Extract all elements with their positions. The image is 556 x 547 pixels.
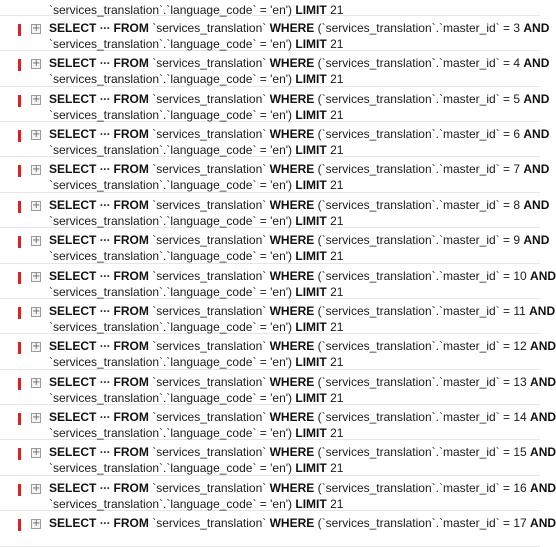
limit-value: 21 [330,3,344,17]
sql-line-2 [49,425,510,441]
and-keyword: AND [523,56,550,71]
expand-toggle-icon[interactable]: + [32,270,41,282]
select-keyword: SELECT [49,91,97,106]
sql-text[interactable] [49,409,556,441]
from-keyword: FROM [113,233,149,248]
limit-value: 21 [330,355,344,370]
query-row [0,334,556,370]
query-row [0,0,540,16]
limit-value: 21 [330,178,344,193]
expand-toggle-icon[interactable]: + [32,376,41,388]
query-row [0,264,556,299]
table-name: `services_translation` [152,374,267,389]
limit-value: 21 [330,36,344,51]
sql-line-2 [49,496,510,512]
table-name: `services_translation` [152,268,267,283]
limit-keyword: LIMIT [295,426,327,441]
duplicate-query-marker [18,95,21,107]
expand-toggle-icon[interactable]: + [32,412,41,424]
limit-keyword: LIMIT [295,142,327,157]
language-condition: `services_translation`.`language_code` = 'en') [49,213,293,228]
columns-ellipsis[interactable]: ··· [99,445,111,460]
sql-text[interactable] [49,268,556,300]
sql-text[interactable] [49,444,556,476]
and-keyword: AND [530,374,556,389]
language-condition: `services_translation`.`language_code` = 'en') [49,284,293,299]
sql-line-1 [49,161,550,177]
duplicate-query-marker [18,59,21,71]
table-name: `services_translation` [152,303,267,318]
limit-keyword: LIMIT [295,461,327,476]
duplicate-query-marker [18,342,21,354]
table-name: `services_translation` [152,197,267,212]
master-id-condition: (`services_translation`.`master_id` = 16 [317,480,527,495]
where-keyword: WHERE [269,410,315,425]
columns-ellipsis[interactable]: ··· [99,20,111,35]
sql-line-2 [49,248,510,264]
table-name: `services_translation` [152,56,267,71]
where-keyword: WHERE [269,374,315,389]
and-keyword: AND [530,445,556,460]
expand-toggle-icon[interactable]: + [32,447,41,459]
sql-line-2 [49,107,510,123]
master-id-condition: (`services_translation`.`master_id` = 12 [317,339,527,354]
master-id-condition: (`services_translation`.`master_id` = 9 [317,233,521,248]
where-keyword: WHERE [269,233,315,248]
select-keyword: SELECT [49,126,97,141]
and-keyword: AND [523,162,550,177]
sql-line-2 [49,319,510,335]
select-keyword: SELECT [49,445,97,460]
and-keyword: AND [523,91,550,106]
duplicate-query-marker [18,307,21,319]
sql-text[interactable] [49,91,550,123]
query-row [0,122,550,157]
from-keyword: FROM [113,91,149,106]
query-row [0,440,556,476]
limit-keyword: LIMIT [295,213,327,228]
columns-ellipsis[interactable]: ··· [99,126,111,141]
from-keyword: FROM [113,339,149,354]
select-keyword: SELECT [49,162,97,177]
select-keyword: SELECT [49,20,97,35]
language-condition: `services_translation`.`language_code` = 'en') [49,355,293,370]
master-id-condition: (`services_translation`.`master_id` = 8 [317,197,521,212]
limit-value: 21 [330,72,344,87]
columns-ellipsis[interactable]: ··· [99,339,111,354]
master-id-condition: (`services_translation`.`master_id` = 4 [317,56,521,71]
from-keyword: FROM [113,445,149,460]
columns-ellipsis[interactable]: ··· [99,303,111,318]
language-condition: `services_translation`.`language_code` = 'en') [49,319,293,334]
and-keyword: AND [530,480,556,495]
sql-line-2 [49,460,510,476]
where-keyword: WHERE [269,91,315,106]
query-row [0,87,550,122]
sql-line-1 [49,55,550,71]
duplicate-query-marker [18,24,21,36]
query-row [0,299,556,334]
sql-text[interactable] [49,20,550,52]
columns-ellipsis[interactable]: ··· [99,91,111,106]
sql-line-2 [49,284,510,300]
table-name: `services_translation` [152,91,267,106]
select-keyword: SELECT [49,233,97,248]
and-keyword: AND [530,339,556,354]
limit-keyword: LIMIT [295,319,327,334]
duplicate-query-marker [18,413,21,425]
limit-value: 21 [330,390,344,405]
limit-keyword: LIMIT [295,178,327,193]
where-keyword: WHERE [269,480,315,495]
limit-keyword: LIMIT [295,496,327,511]
sql-text[interactable] [49,55,550,87]
language-condition: `services_translation`.`language_code` = 'en') [49,390,293,405]
sql-text[interactable] [49,232,550,264]
limit-value: 21 [330,496,344,511]
master-id-condition: (`services_translation`.`master_id` = 14 [317,410,527,425]
and-keyword: AND [523,126,550,141]
duplicate-query-marker [18,236,21,248]
sql-line-2 [49,177,510,193]
from-keyword: FROM [113,20,149,35]
sql-line-2 [49,71,510,87]
select-keyword: SELECT [49,339,97,354]
duplicate-query-marker [18,201,21,213]
sql-line-1 [49,20,550,36]
query-row [0,51,550,87]
language-condition: `services_translation`.`language_code` = 'en') [49,36,293,51]
language-condition: `services_translation`.`language_code` = 'en') [49,496,293,511]
columns-ellipsis[interactable]: ··· [99,56,111,71]
language-condition: `services_translation`.`language_code` = 'en') [49,249,293,264]
sql-text[interactable] [49,161,550,193]
where-keyword: WHERE [269,516,315,531]
limit-value: 21 [330,426,344,441]
language-condition: `services_translation`.`language_code` = 'en') [49,142,293,157]
sql-line-1 [49,515,556,531]
master-id-condition: (`services_translation`.`master_id` = 5 [317,91,521,106]
table-name: `services_translation` [152,445,267,460]
where-keyword: WHERE [269,197,315,212]
duplicate-query-marker [18,448,21,460]
sql-text[interactable] [49,197,550,229]
expand-toggle-icon[interactable]: + [32,341,41,353]
from-keyword: FROM [113,516,149,531]
limit-keyword: LIMIT [295,36,327,51]
columns-ellipsis[interactable]: ··· [99,162,111,177]
select-keyword: SELECT [49,480,97,495]
limit-value: 21 [330,107,344,122]
expand-toggle-icon[interactable]: + [32,164,41,176]
and-keyword: AND [523,233,550,248]
and-keyword: AND [523,197,550,212]
sql-line-1 [49,232,550,248]
query-row [0,476,556,511]
table-name: `services_translation` [152,233,267,248]
and-keyword: AND [523,20,550,35]
where-keyword: WHERE [269,445,315,460]
master-id-condition: (`services_translation`.`master_id` = 15 [317,445,527,460]
from-keyword: FROM [113,56,149,71]
expand-toggle-icon[interactable]: + [32,58,41,70]
table-name: `services_translation` [152,410,267,425]
limit-keyword: LIMIT [295,284,327,299]
columns-ellipsis[interactable]: ··· [99,374,111,389]
master-id-condition: (`services_translation`.`master_id` = 6 [317,126,521,141]
expand-toggle-icon[interactable]: + [32,199,41,211]
sql-line-2 [49,390,510,406]
duplicate-query-marker [18,165,21,177]
from-keyword: FROM [113,162,149,177]
where-keyword: WHERE [269,339,315,354]
and-keyword: AND [530,268,556,283]
where-keyword: WHERE [269,20,315,35]
query-row [0,511,556,546]
sql-line-1 [49,268,556,284]
select-keyword: SELECT [49,56,97,71]
sql-line-1 [49,374,556,390]
expand-toggle-icon[interactable]: + [32,22,41,34]
language-condition: `services_translation`.`language_code` = 'en') [49,461,293,476]
columns-ellipsis[interactable]: ··· [99,516,111,531]
sql-text[interactable] [49,338,556,370]
language-condition: `services_translation`.`language_code` = 'en') [49,72,293,87]
language-condition: `services_translation`.`language_code` = 'en') [49,107,293,122]
from-keyword: FROM [113,374,149,389]
sql-text[interactable] [49,374,556,406]
table-name: `services_translation` [152,20,267,35]
duplicate-query-marker [18,484,21,496]
and-keyword: AND [530,410,556,425]
master-id-condition: (`services_translation`.`master_id` = 3 [317,20,521,35]
from-keyword: FROM [113,303,149,318]
and-keyword: AND [530,516,556,531]
limit-keyword: LIMIT [295,3,327,17]
columns-ellipsis[interactable]: ··· [99,197,111,212]
select-keyword: SELECT [49,410,97,425]
from-keyword: FROM [113,197,149,212]
query-row [0,405,556,441]
limit-value: 21 [330,319,344,334]
select-keyword: SELECT [49,374,97,389]
table-name: `services_translation` [152,339,267,354]
expand-toggle-icon[interactable]: + [32,93,41,105]
language-condition: `services_translation`.`language_code` = 'en') [49,426,293,441]
where-keyword: WHERE [269,126,315,141]
where-keyword: WHERE [269,268,315,283]
from-keyword: FROM [113,268,149,283]
query-row [0,193,550,228]
from-keyword: FROM [113,480,149,495]
master-id-condition: (`services_translation`.`master_id` = 17 [317,516,527,531]
limit-keyword: LIMIT [295,249,327,264]
sql-line-2 [49,36,510,52]
expand-toggle-icon[interactable]: + [32,235,41,247]
expand-toggle-icon[interactable]: + [32,128,41,140]
from-keyword: FROM [113,126,149,141]
table-name: `services_translation` [152,480,267,495]
limit-keyword: LIMIT [295,390,327,405]
columns-ellipsis[interactable]: ··· [99,480,111,495]
master-id-condition: (`services_translation`.`master_id` = 7 [317,162,521,177]
limit-value: 21 [330,213,344,228]
sql-line-1 [49,409,556,425]
sql-line-1 [49,303,556,319]
sql-text[interactable] [49,126,550,158]
query-row [0,370,556,405]
limit-value: 21 [330,142,344,157]
select-keyword: SELECT [49,268,97,283]
table-name: `services_translation` [152,126,267,141]
limit-value: 21 [330,461,344,476]
sql-line-2 [49,354,510,370]
columns-ellipsis[interactable]: ··· [99,268,111,283]
and-keyword: AND [529,303,556,318]
language-condition: `services_translation`.`language_code` = 'en') [49,178,293,193]
limit-keyword: LIMIT [295,355,327,370]
select-keyword: SELECT [49,516,97,531]
expand-toggle-icon[interactable]: + [32,518,41,530]
expand-toggle-icon[interactable]: + [32,482,41,494]
sql-line-1 [49,197,550,213]
limit-keyword: LIMIT [295,72,327,87]
limit-value: 21 [330,284,344,299]
sql-line-1 [49,444,556,460]
master-id-condition: (`services_translation`.`master_id` = 10 [317,268,527,283]
master-id-condition: (`services_translation`.`master_id` = 13 [317,374,527,389]
where-keyword: WHERE [269,162,315,177]
select-keyword: SELECT [49,303,97,318]
table-name: `services_translation` [152,516,267,531]
query-row [0,157,550,193]
sql-line-2 [49,142,510,158]
where-keyword: WHERE [269,303,315,318]
duplicate-query-marker [18,378,21,390]
query-row [0,16,550,51]
where-keyword: WHERE [269,56,315,71]
sql-text[interactable] [49,515,556,531]
sql-text[interactable] [49,303,556,335]
table-name: `services_translation` [152,162,267,177]
select-keyword: SELECT [49,197,97,212]
language-condition: `services_translation`.`language_code` = 'en') [49,3,293,17]
expand-toggle-icon[interactable]: + [32,305,41,317]
duplicate-query-marker [18,130,21,142]
sql-line-2 [49,213,510,229]
sql-line-1 [49,91,550,107]
sql-line-1 [49,338,556,354]
sql-line-1 [49,480,556,496]
query-row [0,228,550,264]
limit-keyword: LIMIT [295,107,327,122]
master-id-condition: (`services_translation`.`master_id` = 11 [317,303,526,318]
columns-ellipsis[interactable]: ··· [99,233,111,248]
from-keyword: FROM [113,410,149,425]
columns-ellipsis[interactable]: ··· [99,410,111,425]
sql-line-1 [49,126,550,142]
duplicate-query-marker [18,519,21,531]
limit-value: 21 [330,249,344,264]
duplicate-query-marker [18,272,21,284]
sql-text[interactable] [49,480,556,512]
